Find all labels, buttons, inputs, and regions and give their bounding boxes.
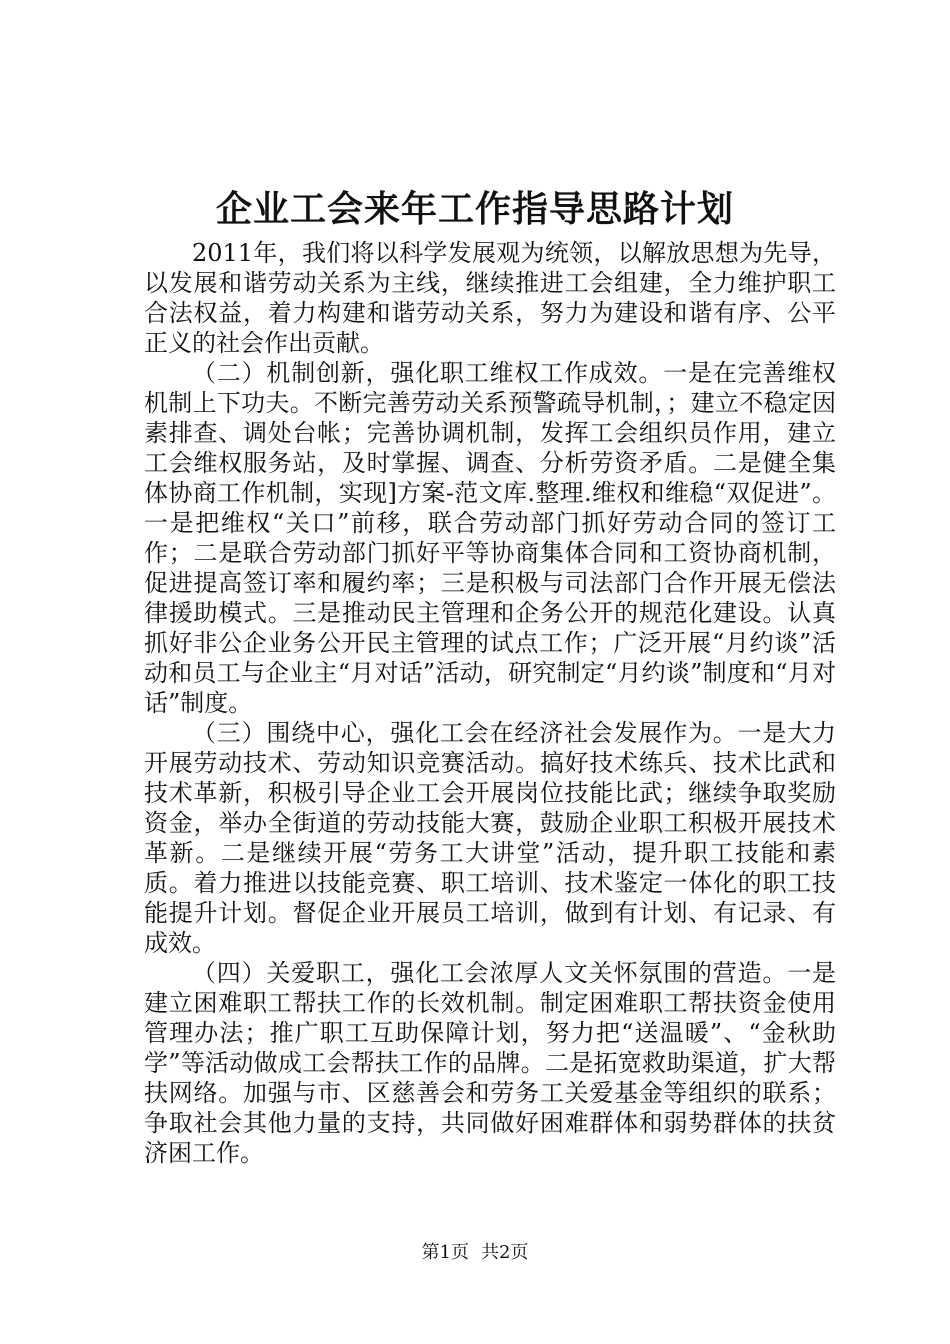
page-footer	[0, 1241, 950, 1265]
paragraph-intro: 2011年，我们将以科学发展观为统领，以解放思想为先导，以发展和谐劳动关系为主线，继续推进工会组建，全力维护职工合法权益，着力构建和谐劳动关系，努力为建设和谐有序、公平正义的社会作出贡献。	[144, 239, 836, 357]
page-number: 第1页	[421, 1242, 469, 1263]
paragraph-care-for-workers: （四）关爱职工，强化工会浓厚人文关怀氛围的营造。一是建立困难职工帮扶工作的长效机制。制定困难职工帮扶资金使用管理办法；推广职工互助保障计划，努力把“送温暖”、“金秋助学”等活动做成工会帮扶工作的品牌。二是拓宽救助渠道，扩大帮扶网络。加强与市、区慈善会和劳务工关爱基金等组织的联系；争取社会其他力量的支持，共同做好困难群体和弱势群体的扶贫济困工作。	[144, 959, 836, 1167]
document-title: 企业工会来年工作指导思路计划	[215, 188, 734, 230]
document-body	[144, 238, 836, 1168]
page-total: 共2页	[481, 1242, 529, 1263]
paragraph-mechanism-innovation: （二）机制创新，强化职工维权工作成效。一是在完善维权机制上下功夫。不断完善劳动关系预警疏导机制，；建立不稳定因素排查、调处台帐；完善协调机制，发挥工会组织员作用，建立工会维权服务站，及时掌握、调查、分析劳资矛盾。二是健全集体协商工作机制，实现]方案-范文库.整理.维权和维稳“双促进”。一是把维权“关口”前移，联合劳动部门抓好劳动合同的签订工作；二是联合劳动部门抓好平等协商集体合同和工资协商机制，促进提高签订率和履约率；三是积极与司法部门合作开展无偿法律援助模式。三是推动民主管理和企务公开的规范化建设。认真抓好非公企业务公开民主管理的试点工作；广泛开展“月约谈”活动和员工与企业主“月对话”活动，研究制定“月约谈”制度和“月对话”制度。	[144, 359, 836, 717]
paragraph-economic-development: （三）围绕中心，强化工会在经济社会发展作为。一是大力开展劳动技术、劳动知识竞赛活动。搞好技术练兵、技术比武和技术革新，积极引导企业工会开展岗位技能比武；继续争取奖励资金，举办全街道的劳动技能大赛，鼓励企业职工积极开展技术革新。二是继续开展“劳务工大讲堂”活动，提升职工技能和素质。着力推进以技能竞赛、职工培训、技术鉴定一体化的职工技能提升计划。督促企业开展员工培训，做到有计划、有记录、有成效。	[144, 719, 836, 957]
